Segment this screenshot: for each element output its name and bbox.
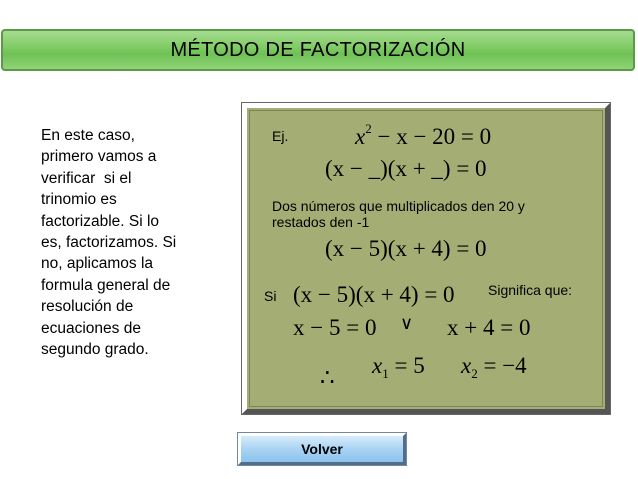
factored-equation: (x − 5)(x + 4) = 0 — [325, 236, 487, 261]
intro-line: factorizable. Si lo — [41, 212, 160, 230]
equation-exponent: 2 — [365, 121, 372, 136]
intro-line: trinomio es — [41, 191, 117, 209]
case-right-equation: x + 4 = 0 — [447, 315, 531, 340]
example-label: Ej. — [272, 128, 289, 144]
equation-rest: − x − 20 = 0 — [371, 124, 492, 149]
intro-line: es, factorizamos. Si — [41, 234, 177, 252]
intro-line: En este caso, — [41, 127, 135, 144]
intro-line: resolución de — [41, 298, 134, 316]
si-label: Si — [264, 288, 277, 304]
page-title: MÉTODO DE FACTORIZACIÓN — [170, 38, 466, 61]
or-symbol: ∨ — [400, 313, 414, 333]
intro-text — [41, 125, 211, 360]
solution-2-value: = −4 — [477, 353, 527, 378]
solution-2-variable: x — [461, 353, 472, 378]
solution-1 — [372, 353, 425, 381]
intro-line: primero vamos a — [41, 148, 157, 166]
intro-line: ecuaciones de — [41, 319, 141, 337]
equation-variable: x — [355, 124, 366, 149]
back-button[interactable]: Volver — [238, 433, 406, 465]
solution-1-variable: x — [372, 353, 383, 378]
therefore-symbol: ∴ — [320, 365, 335, 390]
explanation-line-1: Dos números que multiplicados den 20 y — [272, 198, 525, 214]
intro-line: no, aplicamos la — [41, 255, 154, 273]
si-equation: (x − 5)(x + 4) = 0 — [293, 282, 455, 307]
blank-factors-equation: (x − _)(x + _) = 0 — [325, 156, 487, 181]
explanation-line-2: restados den -1 — [272, 214, 370, 230]
solution-1-subscript: 1 — [382, 366, 389, 381]
intro-line: formula general de — [41, 276, 171, 294]
quadratic-equation — [355, 121, 492, 149]
intro-line: segundo grado. — [41, 341, 149, 359]
solution-2 — [461, 353, 527, 381]
title-bar — [1, 29, 635, 71]
solution-1-value: = 5 — [388, 353, 425, 378]
example-panel — [242, 103, 610, 414]
significa-label: Significa que: — [488, 282, 573, 298]
intro-line: verificar si el — [41, 169, 132, 187]
solution-2-subscript: 2 — [471, 366, 478, 381]
case-left-equation: x − 5 = 0 — [293, 315, 377, 340]
